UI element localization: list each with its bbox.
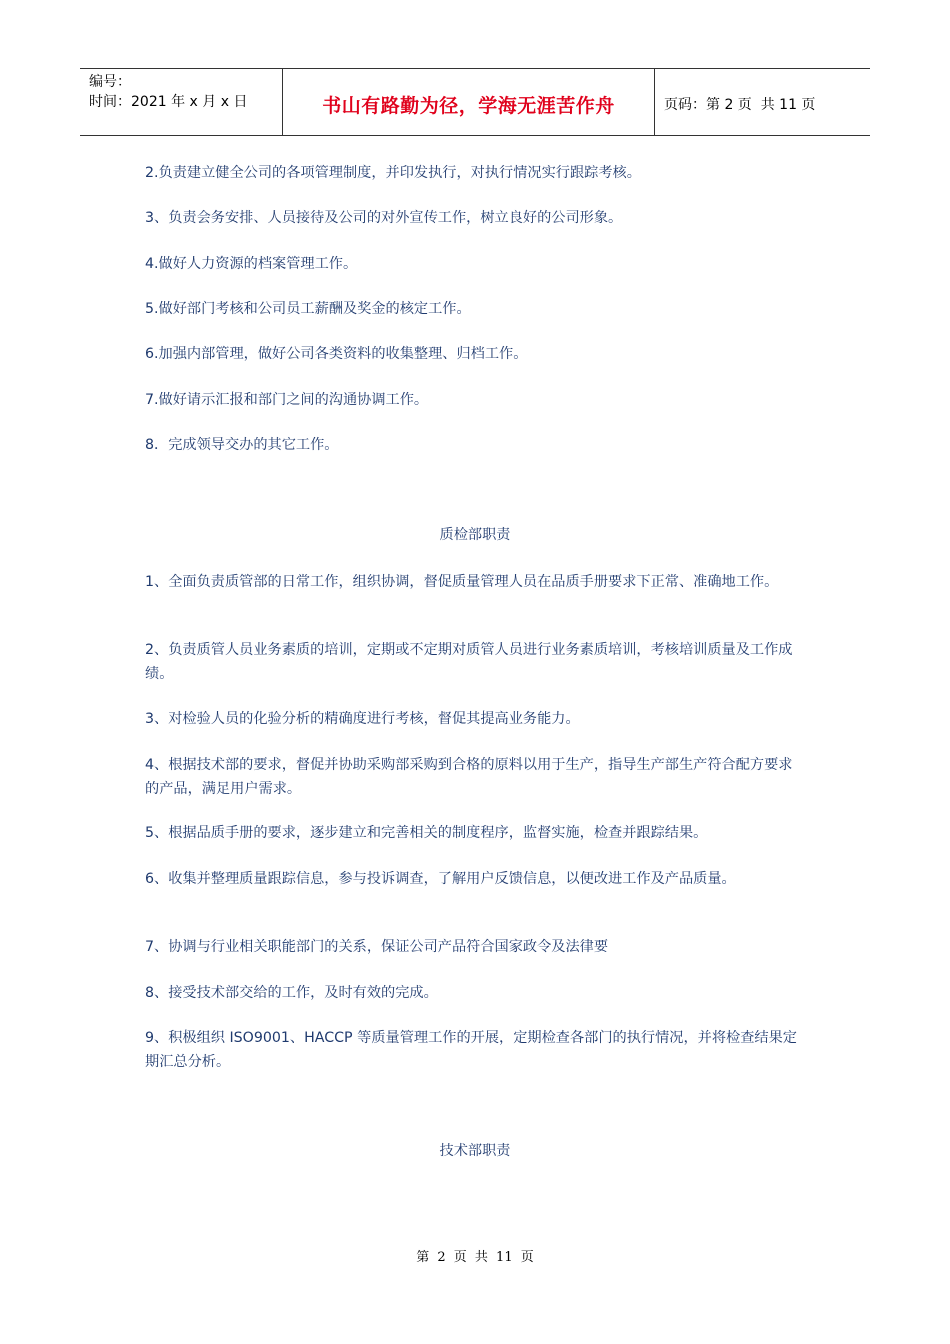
qc-item-7: 7、协调与行业相关职能部门的关系，保证公司产品符合国家政令及法律要 bbox=[145, 939, 609, 955]
qc-item-8: 8、接受技术部交给的工作，及时有效的完成。 bbox=[145, 985, 438, 1001]
header-meta bbox=[80, 69, 282, 135]
qc-item-9: 9、积极组织 ISO9001、HACCP 等质量管理工作的开展，定期检查各部门的执行情况，并将检查结果定期汇总分析。 bbox=[145, 1030, 797, 1070]
admin-item-7: 7.做好请示汇报和部门之间的沟通协调工作。 bbox=[145, 392, 429, 408]
qc-item-3: 3、对检验人员的化验分析的精确度进行考核，督促其提高业务能力。 bbox=[145, 711, 580, 727]
qc-item-2: 2、负责质管人员业务素质的培训，定期或不定期对质管人员进行业务素质培训，考核培训质量及工作成绩。 bbox=[145, 642, 793, 682]
admin-item-6: 6.加强内部管理，做好公司各类资料的收集整理、归档工作。 bbox=[145, 346, 528, 362]
tech-section-title: 技术部职责 bbox=[439, 1143, 511, 1159]
footer-page-number: 第 2 页 共 11 页 bbox=[416, 1250, 534, 1265]
admin-item-8: 8．完成领导交办的其它工作。 bbox=[145, 437, 339, 453]
page-footer bbox=[0, 1246, 950, 1265]
qc-item-5: 5、根据品质手册的要求，逐步建立和完善相关的制度程序，监督实施，检查并跟踪结果。 bbox=[145, 825, 708, 841]
code-label: 编号： bbox=[89, 74, 131, 90]
qc-item-1: 1、全面负责质管部的日常工作，组织协调，督促质量管理人员在品质手册要求下正常、准确地工作。 bbox=[145, 574, 779, 590]
admin-item-5: 5.做好部门考核和公司员工薪酬及奖金的核定工作。 bbox=[145, 301, 471, 317]
page-info-text: 页码：第 2 页 共 11 页 bbox=[664, 97, 816, 113]
qc-item-6: 6、收集并整理质量跟踪信息，参与投诉调查，了解用户反馈信息，以便改进工作及产品质量。 bbox=[145, 871, 736, 887]
admin-item-3: 3、负责会务安排、人员接待及公司的对外宣传工作，树立良好的公司形象。 bbox=[145, 210, 623, 226]
header-page-info bbox=[655, 69, 870, 135]
qc-section-title: 质检部职责 bbox=[439, 527, 511, 543]
qc-item-4: 4、根据技术部的要求，督促并协助采购部采购到合格的原料以用于生产，指导生产部生产符合配方要求的产品，满足用户需求。 bbox=[145, 757, 793, 797]
admin-item-4: 4.做好人力资源的档案管理工作。 bbox=[145, 256, 358, 272]
page-header bbox=[80, 68, 870, 136]
time-label: 时间：2021 年 x 月 x 日 bbox=[89, 94, 248, 110]
admin-item-2: 2.负责建立健全公司的各项管理制度，并印发执行，对执行情况实行跟踪考核。 bbox=[145, 165, 641, 181]
header-motto: 书山有路勤为径，学海无涯苦作舟 bbox=[282, 69, 655, 135]
